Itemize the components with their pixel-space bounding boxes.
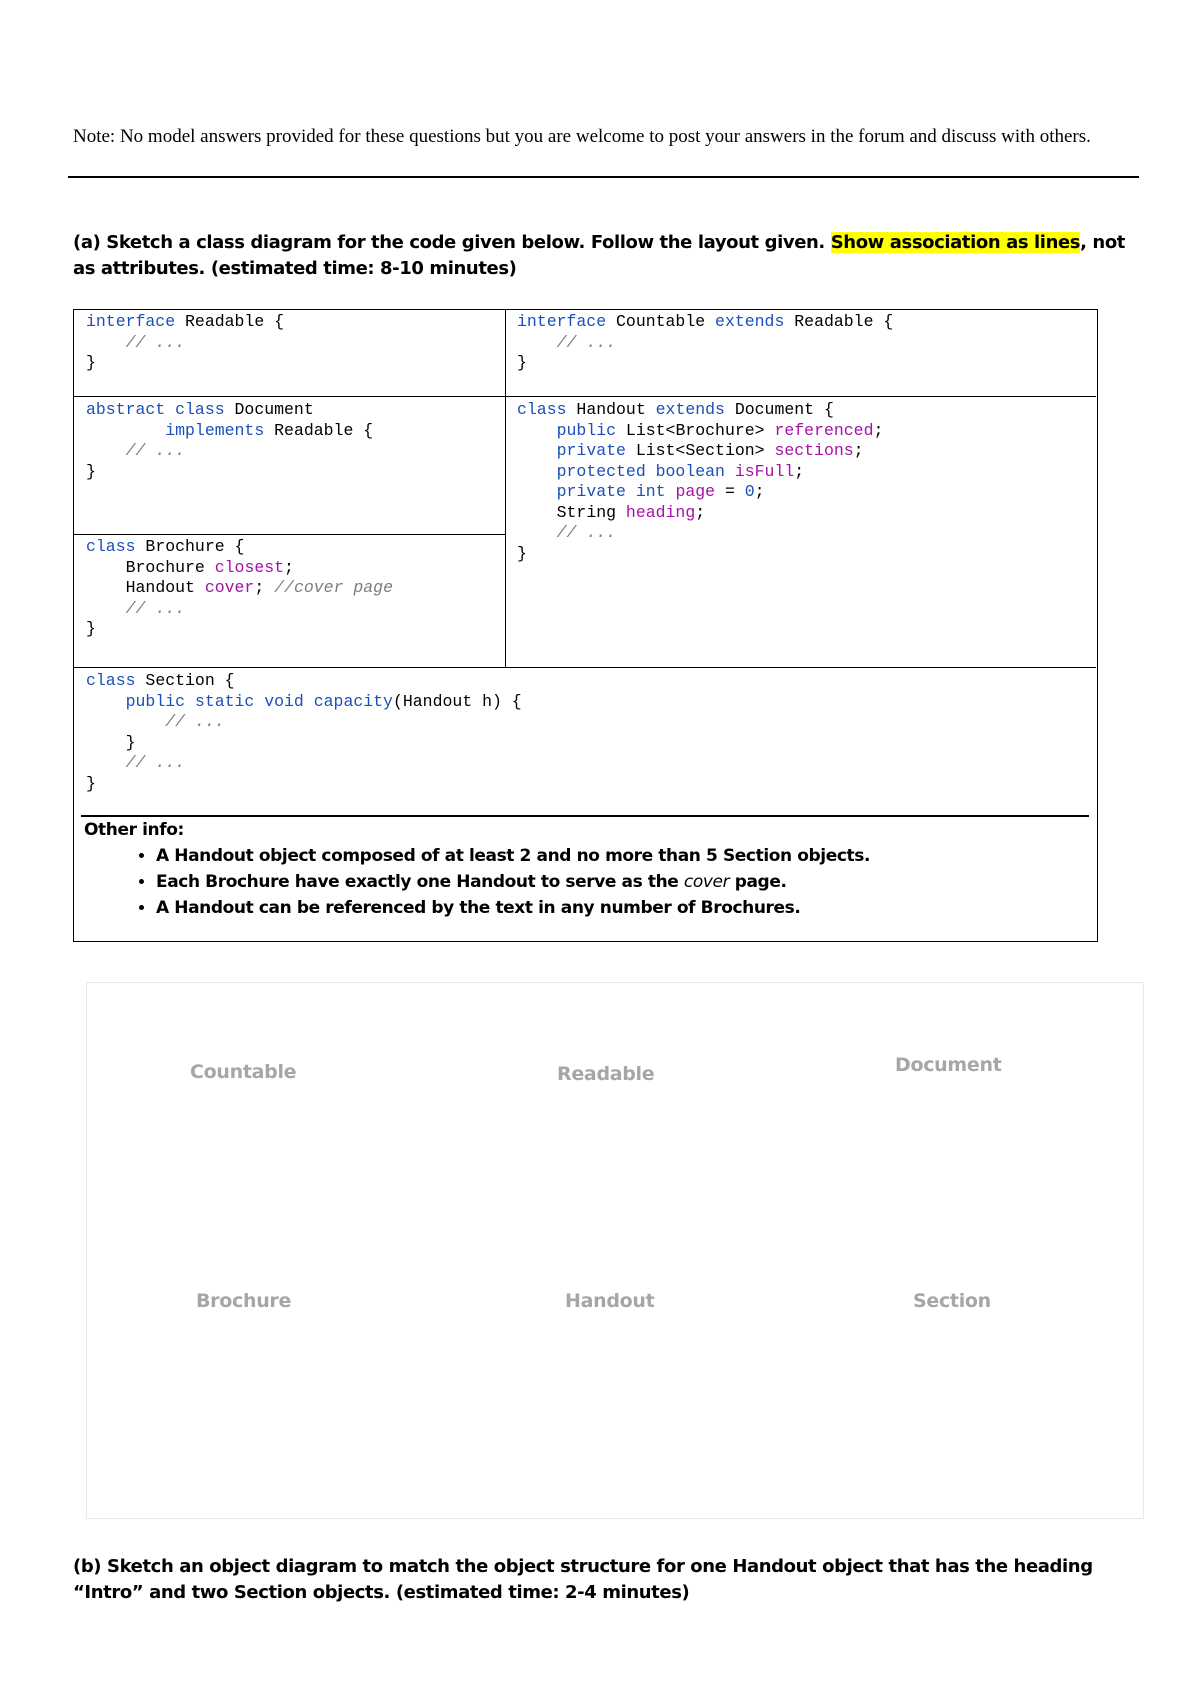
code-text: ;: [254, 578, 275, 597]
question-a-highlight: Show association as lines: [830, 232, 1081, 253]
code-comment: // ...: [556, 523, 617, 542]
other-info-item-italic: cover: [683, 872, 730, 892]
label-handout: Handout: [565, 1290, 655, 1312]
question-a-suffix: , not as attributes. (estimated time: 8-10 minutes): [73, 232, 1126, 279]
divider-line: [68, 176, 1139, 178]
code-keyword: implements: [165, 420, 265, 440]
code-keyword: extends: [715, 312, 785, 331]
code-table-vline: [505, 310, 506, 667]
code-text: }: [517, 543, 527, 563]
code-text: Handout: [566, 400, 656, 419]
question-a: [73, 230, 1143, 282]
label-section: Section: [913, 1290, 991, 1312]
code-keyword: protected boolean: [556, 461, 725, 481]
code-cell-readable: [86, 312, 284, 374]
code-field: sections: [774, 441, 854, 460]
code-text: Document: [224, 400, 314, 419]
code-text: ;: [695, 502, 706, 522]
other-info: [84, 815, 1084, 921]
code-table-hline: [74, 534, 505, 535]
code-text: Handout: [125, 578, 205, 597]
code-keyword: class: [86, 671, 136, 690]
code-text: Document {: [724, 400, 834, 419]
label-brochure: Brochure: [196, 1290, 292, 1312]
code-text: String: [556, 502, 626, 522]
code-table: [73, 309, 1098, 942]
code-text: Brochure: [125, 557, 215, 577]
question-a-prefix: (a) Sketch a class diagram for the code given below. Follow the layout given.: [73, 232, 831, 253]
code-text: Section {: [135, 671, 235, 690]
code-text: List<Brochure>: [616, 420, 775, 440]
code-comment: // ...: [125, 598, 186, 618]
code-cell-section: [86, 671, 522, 794]
code-field: closest: [214, 557, 285, 577]
code-text: (Handout h) {: [392, 691, 522, 711]
code-text: }: [86, 619, 96, 638]
other-info-item-text: page.: [729, 872, 787, 892]
code-comment: // ...: [517, 332, 617, 352]
code-text: ;: [794, 461, 805, 481]
label-readable: Readable: [557, 1063, 655, 1085]
code-text: ;: [754, 482, 765, 501]
other-info-item-text: Each Brochure have exactly one Handout to serve as the: [156, 872, 684, 892]
code-text: }: [517, 353, 527, 372]
code-cell-document: [86, 400, 373, 482]
other-info-item: • A Handout can be referenced by the text in any number of Brochures.: [156, 895, 1084, 921]
code-keyword: extends: [655, 400, 725, 419]
code-table-hline: [74, 667, 1096, 668]
code-method: capacity: [313, 691, 393, 711]
code-keyword: public: [556, 420, 617, 440]
code-text: ;: [853, 441, 864, 460]
code-keyword: interface: [517, 312, 607, 331]
diagram-canvas: [86, 982, 1144, 1519]
code-cell-countable: [517, 312, 893, 374]
code-keyword: interface: [86, 312, 176, 331]
code-keyword: abstract class: [86, 400, 225, 419]
code-text: }: [125, 732, 136, 752]
code-text: Countable: [606, 312, 716, 331]
code-table-hline: [74, 396, 1096, 397]
other-info-item: • A Handout object composed of at least 2 and no more than 5 Section objects.: [156, 843, 1084, 869]
code-comment: // ...: [165, 712, 225, 731]
code-text: }: [86, 773, 96, 793]
code-text: ;: [873, 420, 884, 440]
code-text: ;: [284, 557, 294, 577]
code-field: page: [675, 482, 716, 501]
code-text: Readable {: [784, 312, 894, 331]
code-number: 0: [744, 482, 755, 501]
code-text: Readable {: [175, 312, 285, 331]
other-info-item: [156, 869, 1084, 895]
code-text: =: [715, 482, 745, 501]
code-keyword: private: [556, 441, 626, 460]
code-text: }: [86, 353, 96, 372]
code-keyword: public static void: [125, 691, 304, 711]
label-countable: Countable: [190, 1061, 297, 1083]
code-keyword: class: [517, 400, 567, 419]
code-text: List<Section>: [625, 441, 775, 460]
code-field: isFull: [734, 461, 795, 481]
question-b: (b) Sketch an object diagram to match the object structure for one Handout object that has the heading “Intro” and two Section objects. (estimated time: 2-4 minutes): [73, 1556, 1093, 1603]
code-field: heading: [625, 502, 696, 522]
code-text: Readable {: [264, 420, 374, 440]
code-keyword: private int: [556, 482, 666, 501]
code-cell-handout: [517, 400, 883, 564]
code-indent: [86, 421, 165, 440]
code-text: Brochure {: [135, 537, 245, 556]
code-cell-brochure: [86, 537, 393, 640]
code-comment: //cover page: [274, 578, 393, 597]
code-field: cover: [204, 578, 255, 597]
code-keyword: class: [86, 537, 136, 556]
note-text: Note: No model answers provided for these questions but you are welcome to post your answers in the forum and discuss with others.: [73, 126, 1091, 147]
code-comment: // ...: [86, 441, 186, 460]
code-field: referenced: [774, 420, 874, 440]
code-comment: // ...: [125, 753, 186, 772]
code-comment: // ...: [86, 332, 186, 352]
code-text: }: [86, 461, 96, 481]
other-info-list: [84, 843, 1084, 921]
label-document: Document: [895, 1054, 1002, 1076]
other-info-title: Other info:: [84, 820, 184, 840]
